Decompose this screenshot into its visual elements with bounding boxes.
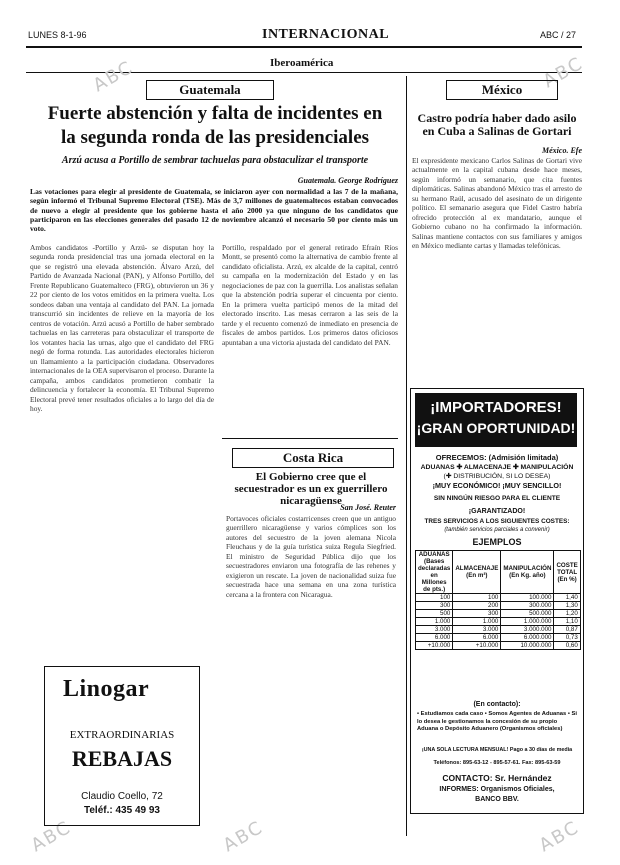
table-cell: 100 bbox=[453, 594, 501, 602]
importadores-examples: EJEMPLOS bbox=[472, 537, 522, 547]
costa-rica-rule bbox=[222, 438, 398, 439]
issue-date: LUNES 8-1-96 bbox=[28, 30, 87, 40]
header-rule bbox=[26, 46, 582, 48]
table-cell: 100.000 bbox=[501, 594, 554, 602]
watermark-bottom-left: ABC bbox=[27, 816, 76, 857]
table-row bbox=[416, 610, 581, 618]
table-row bbox=[416, 642, 581, 650]
table-cell: 0,73 bbox=[554, 634, 580, 642]
costa-rica-headline: El Gobierno cree que el secuestrador es un ex guerrillero nicaragüense bbox=[234, 471, 388, 508]
importadores-no-risk: SIN NINGÚN RIESGO PARA EL CLIENTE bbox=[433, 495, 561, 502]
guatemala-subhead: Arzú acusa a Portillo de sembrar tachuelas para obstaculizar el transporte bbox=[61, 155, 369, 166]
importadores-ad bbox=[410, 388, 584, 814]
table-cell: 500.000 bbox=[501, 610, 554, 618]
table-cell: 3.000 bbox=[453, 626, 501, 634]
watermark-bottom-right: ABC bbox=[535, 816, 584, 857]
importadores-informes: INFORMES: Organismos Oficiales, bbox=[439, 786, 555, 793]
table-cell: 300 bbox=[453, 610, 501, 618]
importadores-title-box bbox=[415, 393, 577, 447]
importadores-services: ADUANAS ✚ ALMACENAJE ✚ MANIPULACIÓN bbox=[420, 464, 574, 471]
table-cell: 300 bbox=[416, 602, 453, 610]
column-divider bbox=[406, 76, 407, 836]
table-cell: 3.000.000 bbox=[501, 626, 554, 634]
table-cell: 6.000 bbox=[416, 634, 453, 642]
costa-rica-body: Portavoces oficiales costarricenses creen que un antiguo guerrillero nicaragüense y varios cómplices son los autores del secuestro de la joven alemana Nicola Fleuchaus y de la guía turística suiza Regula Siegfried. El ministro de Seguridad Pública dijo que los secuestradores enviaron una fotografía de las rehenes y exigieron un rescate. La joven de nacionalidad suiza fue secuestrada hace una semana en una zona turística cercana a la frontera con Nicaragua. bbox=[226, 514, 396, 599]
table-cell: 6.000 bbox=[453, 634, 501, 642]
table-cell: 1,30 bbox=[554, 602, 580, 610]
table-header-cell: ALMACENAJE (En m³) bbox=[453, 551, 501, 594]
importadores-offer: OFRECEMOS: (Admisión limitada) bbox=[435, 453, 559, 462]
table-cell: 100 bbox=[416, 594, 453, 602]
table-cell: 0,87 bbox=[554, 626, 580, 634]
mexico-label: México bbox=[446, 80, 558, 100]
table-cell: 1.000 bbox=[453, 618, 501, 626]
linogar-address: Claudio Coello, 72 bbox=[81, 791, 163, 802]
page-number: ABC / 27 bbox=[539, 30, 576, 40]
table-cell: 1,40 bbox=[554, 594, 580, 602]
importadores-title-1: ¡IMPORTADORES! bbox=[430, 399, 562, 416]
table-cell: 300.000 bbox=[501, 602, 554, 610]
linogar-line-1: EXTRAORDINARIAS bbox=[69, 729, 175, 741]
mexico-byline: México. Efe bbox=[542, 146, 582, 155]
guatemala-headline-2: la segunda ronda de las presidenciales bbox=[60, 127, 370, 148]
watermark-bottom-mid: ABC bbox=[219, 816, 268, 857]
table-header-cell: COSTE TOTAL (En %) bbox=[554, 551, 580, 594]
importadores-point: • Estudiamos cada caso • Somos Agentes de Aduanas • Si lo desea le gestionamos la concesión de su propio Aduana o Depósito Aduanero (Organismos oficiales) bbox=[417, 711, 577, 733]
guatemala-col-1: Ambos candidatos -Portillo y Arzú- se disputan hoy la segunda ronda presidencial tras una jornada electoral en la que se registró una elevada abstención. Álvaro Arzú, del Partido de Avanzada Nacional (PAN), y Alfonso Portillo, del Frente Republicano Guatemalteco (FRG), obtuvieron un 36 y 22 por ciento de los votos emitidos en la primera vuelta. Los sondeos daban una ventaja al candidato del PAN. La jornada transcurrió sin incidentes de relieve en la mayoría de los centros de votación. Arzú acusó a Portillo de haber sembrado tachuelas en las carreteras para obstaculizar el transporte de los votantes hacia las urnas, algo que el candidato del FRG negó de forma rotunda. Las autoridades electorales hicieron un llamamiento a la participación ciudadana. Observadores internacionales de la OEA supervisaron el proceso. Durante la campaña, ambos candidatos prometieron combatir la delincuencia y fortalecer la economía. El Tribunal Supremo Electoral prevé tener resultados oficiales a lo largo del día de hoy. bbox=[30, 243, 214, 413]
linogar-line-2: REBAJAS bbox=[71, 746, 173, 771]
table-cell: 1.000.000 bbox=[501, 618, 554, 626]
importadores-cheap: ¡MUY ECONÓMICO! ¡MUY SENCILLO! bbox=[432, 481, 562, 490]
table-cell: 6.000.000 bbox=[501, 634, 554, 642]
linogar-logo: Linogar bbox=[63, 676, 150, 702]
watermark-top-left: ABC bbox=[89, 56, 138, 97]
importadores-guarantee: ¡GARANTIZADO! bbox=[468, 508, 526, 515]
mexico-headline: Castro podría haber dado asilo en Cuba a Salinas de Gortari bbox=[417, 111, 577, 139]
costa-rica-byline: San José. Reuter bbox=[340, 503, 396, 512]
table-cell: 1.000 bbox=[416, 618, 453, 626]
table-header-cell: ADUANAS (Bases declaradas en Millones de pts.) bbox=[416, 551, 453, 594]
guatemala-col-2: Portillo, respaldado por el general retirado Efraín Ríos Montt, se presentó como la alternativa de cambio frente al candidato oficialista. Arzú, ex alcalde de la capital, centró su campaña en la modernización del Estado y en las negociaciones de paz con la guerrilla. Los analistas señalan que la abstención podría superar el cincuenta por ciento. En la primera vuelta participó menos de la mitad del electorado inscrito. Las mesas cerraron a las seis de la tarde y el recuento comenzó de inmediato en presencia de fiscales de ambos partidos. Los primeros datos oficiosos apuntaban a una victoria ajustada del candidato del PAN. bbox=[222, 243, 398, 347]
watermark-top-right: ABC bbox=[539, 52, 588, 93]
importadores-contact: CONTACTO: Sr. Hernández bbox=[442, 773, 552, 783]
section-title: INTERNACIONAL bbox=[262, 27, 390, 42]
guatemala-label: Guatemala bbox=[146, 80, 274, 100]
linogar-ad bbox=[44, 666, 200, 826]
table-cell: 500 bbox=[416, 610, 453, 618]
importadores-table bbox=[415, 550, 581, 650]
costa-rica-label: Costa Rica bbox=[232, 448, 394, 468]
table-cell: +10.000 bbox=[416, 642, 453, 650]
table-cell: 3.000 bbox=[416, 626, 453, 634]
importadores-bank: BANCO BBV. bbox=[475, 796, 519, 803]
table-header-cell: MANIPULACIÓN (En Kg. año) bbox=[501, 551, 554, 594]
table-row bbox=[416, 618, 581, 626]
linogar-phone: Teléf.: 435 49 93 bbox=[84, 805, 160, 816]
table-cell: 10.000.000 bbox=[501, 642, 554, 650]
importadores-contact-label: (En contacto): bbox=[473, 701, 521, 708]
table-row bbox=[416, 602, 581, 610]
guatemala-byline: Guatemala. George Rodríguez bbox=[297, 176, 398, 185]
table-cell: 200 bbox=[453, 602, 501, 610]
importadores-costs-note: (también servicios parciales a convenir) bbox=[444, 527, 550, 533]
importadores-title-2: ¡GRAN OPORTUNIDAD! bbox=[416, 420, 576, 436]
importadores-services-2: (✚ DISTRIBUCIÓN, SI LO DESEA) bbox=[443, 473, 551, 480]
table-row bbox=[416, 626, 581, 634]
guatemala-lead: Las votaciones para elegir al presidente de Guatemala, se iniciaron ayer con normalidad a las 7 de la mañana, según informó el Tribunal Supremo Electoral (TSE). Más de 3,7 millones de guatemaltecos estaban convocados de nuevo a elegir al presidente que los gobierne hasta el año 2000 ya que ninguno de los candidatos que participaron en las elecciones generales del pasado 12 de noviembre alcanzó el necesario 50 por ciento más un voto. bbox=[30, 187, 398, 233]
subsection-title: Iberoamérica bbox=[270, 57, 334, 69]
importadores-phones: Teléfonos: 895-63-12 - 895-57-61. Fax: 895-63-59 bbox=[433, 760, 561, 766]
table-cell: 0,60 bbox=[554, 642, 580, 650]
importadores-costs: TRES SERVICIOS A LOS SIGUIENTES COSTES: bbox=[424, 518, 570, 525]
mexico-body: El expresidente mexicano Carlos Salinas de Gortari vive actualmente en la capital cubana desde hace meses, según informó un semanario, que cita fuentes diplomáticas. Salinas abandonó México tras el arresto de su hermano Raúl, acusado del asesinato de un dirigente político. El semanario asegura que Fidel Castro habría ofrecido protección al ex mandatario, aunque el Gobierno cubano no ha confirmado la información. Salinas mantiene contactos con sus familiares y amigos en México mediante cartas y llamadas telefónicas. bbox=[412, 156, 582, 251]
table-cell: 1,20 bbox=[554, 610, 580, 618]
table-row bbox=[416, 594, 581, 602]
table-row bbox=[416, 634, 581, 642]
table-cell: +10.000 bbox=[453, 642, 501, 650]
table-cell: 1,10 bbox=[554, 618, 580, 626]
importadores-lectura: ¡UNA SOLA LECTURA MENSUAL! Pago a 30 días de media bbox=[421, 747, 573, 753]
guatemala-headline-1: Fuerte abstención y falta de incidentes en bbox=[47, 103, 383, 124]
